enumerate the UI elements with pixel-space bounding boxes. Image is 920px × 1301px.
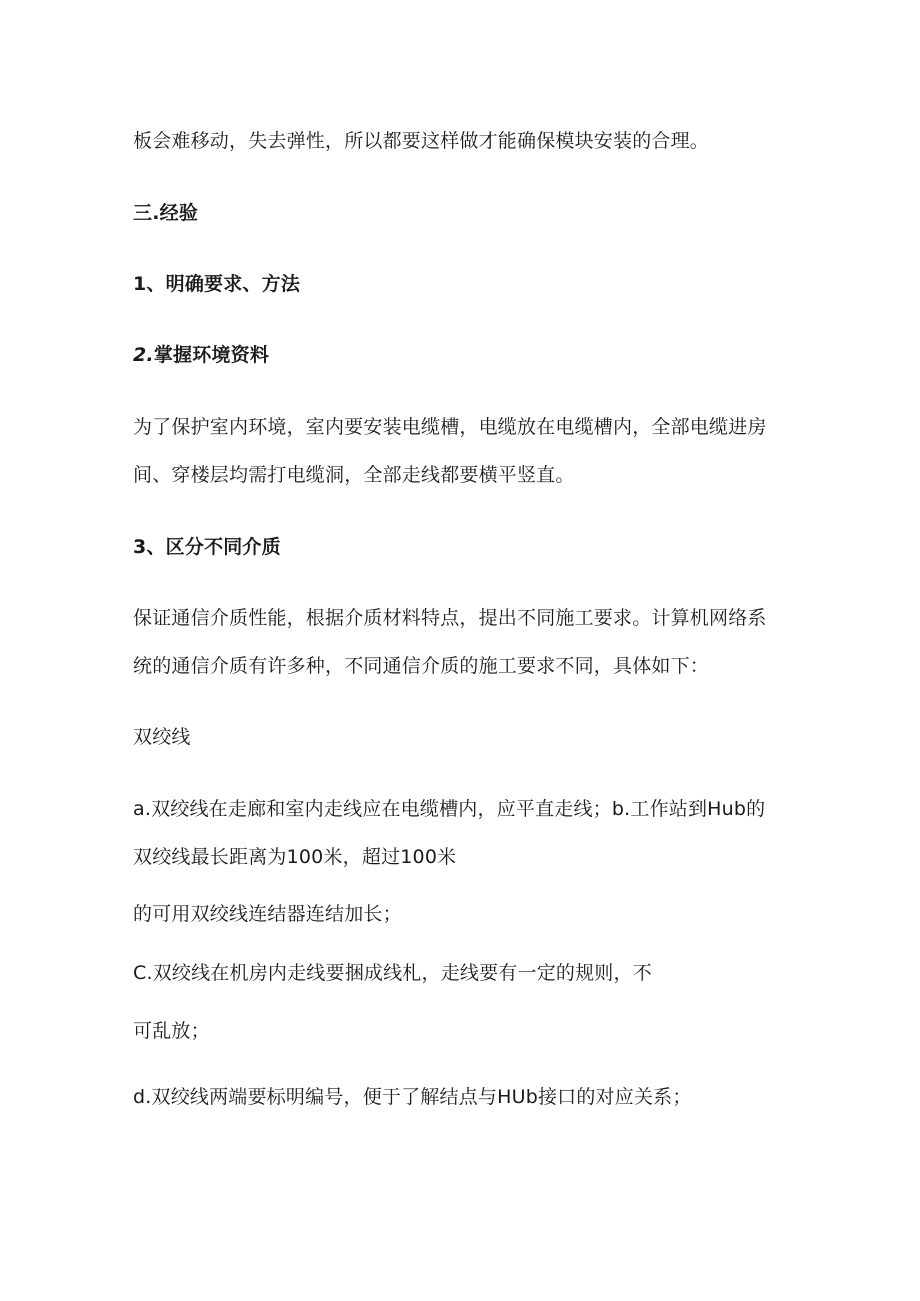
paragraph-line: 板会难移动，失去弹性，所以都要这样做才能确保模块安装的合理。 (133, 130, 710, 152)
heading-number: 2. (133, 344, 154, 366)
subsection-heading (133, 341, 269, 369)
subsection-heading: 1、明确要求、方法 (133, 273, 301, 295)
paragraph-line: a.双绞线在走廊和室内走线应在电缆槽内，应平直走线；b.工作站到Hub的 (133, 798, 766, 820)
paragraph-line: d.双绞线两端要标明编号，便于了解结点与HUb接口的对应关系； (133, 1086, 692, 1108)
paragraph-line: 为了保护室内环境，室内要安装电缆槽，电缆放在电缆槽内，全部电缆进房 (133, 416, 767, 438)
section-heading: 三.经验 (133, 202, 199, 224)
paragraph-line: 间、穿楼层均需打电缆洞，全部走线都要横平竖直。 (133, 464, 575, 486)
paragraph-line: 统的通信介质有许多种，不同通信介质的施工要求不同，具体如下： (133, 655, 710, 677)
paragraph-line: 的可用双绞线连结器连结加长； (133, 903, 402, 925)
paragraph-line: 可乱放； (133, 1020, 210, 1042)
paragraph-line: 双绞线 (133, 726, 191, 748)
paragraph-line: C.双绞线在机房内走线要捆成线札，走线要有一定的规则，不 (133, 962, 652, 984)
paragraph-line: 保证通信介质性能，根据介质材料特点，提出不同施工要求。计算机网络系 (133, 607, 767, 629)
heading-text: 掌握环境资料 (153, 344, 270, 366)
subsection-heading: 3、区分不同介质 (133, 536, 281, 558)
paragraph-line: 双绞线最长距离为100米，超过100米 (133, 846, 457, 868)
